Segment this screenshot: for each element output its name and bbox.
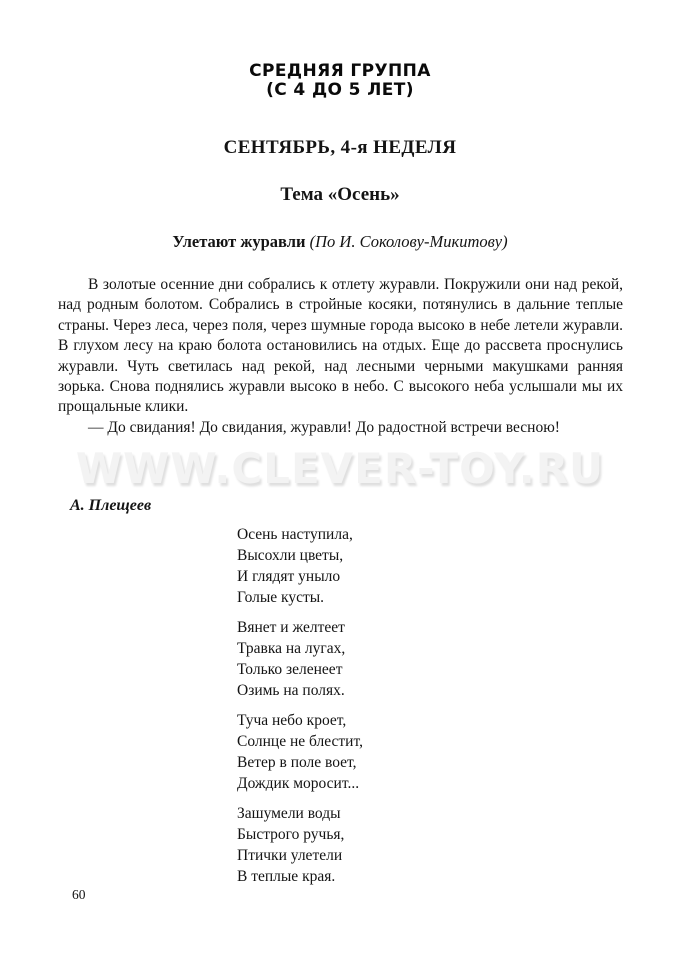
poem-stanza-3 — [237, 710, 363, 794]
poem-stanza-4 — [237, 803, 363, 887]
poem-line: И глядят уныло — [237, 568, 341, 585]
poem-line: Травка на лугах, — [237, 640, 346, 657]
poem-stanza-1 — [237, 524, 363, 608]
poem-author: А. Плещеев — [70, 497, 152, 514]
poem-line: В теплые края. — [237, 868, 336, 885]
poem-line: Только зеленеет — [237, 661, 343, 678]
week-title: СЕНТЯБРЬ, 4-я НЕДЕЛЯ — [223, 137, 457, 158]
poem-line: Высохли цветы, — [237, 547, 344, 564]
poem-line: Дождик моросит... — [237, 775, 360, 792]
watermark-text: WWW.CLEVER-TOY.RU — [75, 444, 605, 493]
poem-stanza-2 — [237, 617, 363, 701]
story-attribution: (По И. Соколову-Микитову) — [309, 232, 508, 251]
page-number: 60 — [72, 887, 86, 902]
poem-line: Озимь на полях. — [237, 682, 345, 699]
poem-line: Туча небо кроет, — [237, 712, 347, 729]
poem-line: Зашумели воды — [237, 805, 341, 822]
story-dialogue-line: — До свидания! До свидания, журавли! До радостной встречи весною! — [88, 418, 560, 436]
story-title — [0, 232, 680, 252]
poem-line: Вянет и желтеет — [237, 619, 345, 636]
poem-line: Птички улетели — [237, 847, 343, 864]
poem-line: Голые кусты. — [237, 589, 325, 606]
poem-line: Быстрого ручья, — [237, 826, 345, 843]
poem — [237, 524, 363, 896]
story-paragraph: В золотые осенние дни собрались к отлету журавли. Покружили они над рекой, над родным болотом. Собрались в стройные косяки, потянулись в дальние теплые страны. Через леса, через поля, через шумные города высоко в небе летели журавли. В глухом лесу на краю болота остановились на отдых. Еще до рассвета проснулись журавли. Чуть светилась над рекой, над лесными черными макушками ранняя зорька. Снова поднялись журавли высоко в небо. С высокого неба услышали мы их прощальные клики. — [58, 276, 623, 416]
story-body — [58, 275, 623, 438]
poem-line: Осень наступила, — [237, 526, 353, 543]
theme-title: Тема «Осень» — [280, 184, 400, 205]
group-title-line2: (С 4 ДО 5 ЛЕТ) — [266, 80, 414, 100]
story-title-text: Улетают журавли — [172, 232, 306, 251]
poem-line: Ветер в поле воет, — [237, 754, 357, 771]
group-header — [0, 62, 680, 100]
poem-line: Солнце не блестит, — [237, 733, 363, 750]
group-title-line1: СРЕДНЯЯ ГРУППА — [249, 61, 431, 81]
